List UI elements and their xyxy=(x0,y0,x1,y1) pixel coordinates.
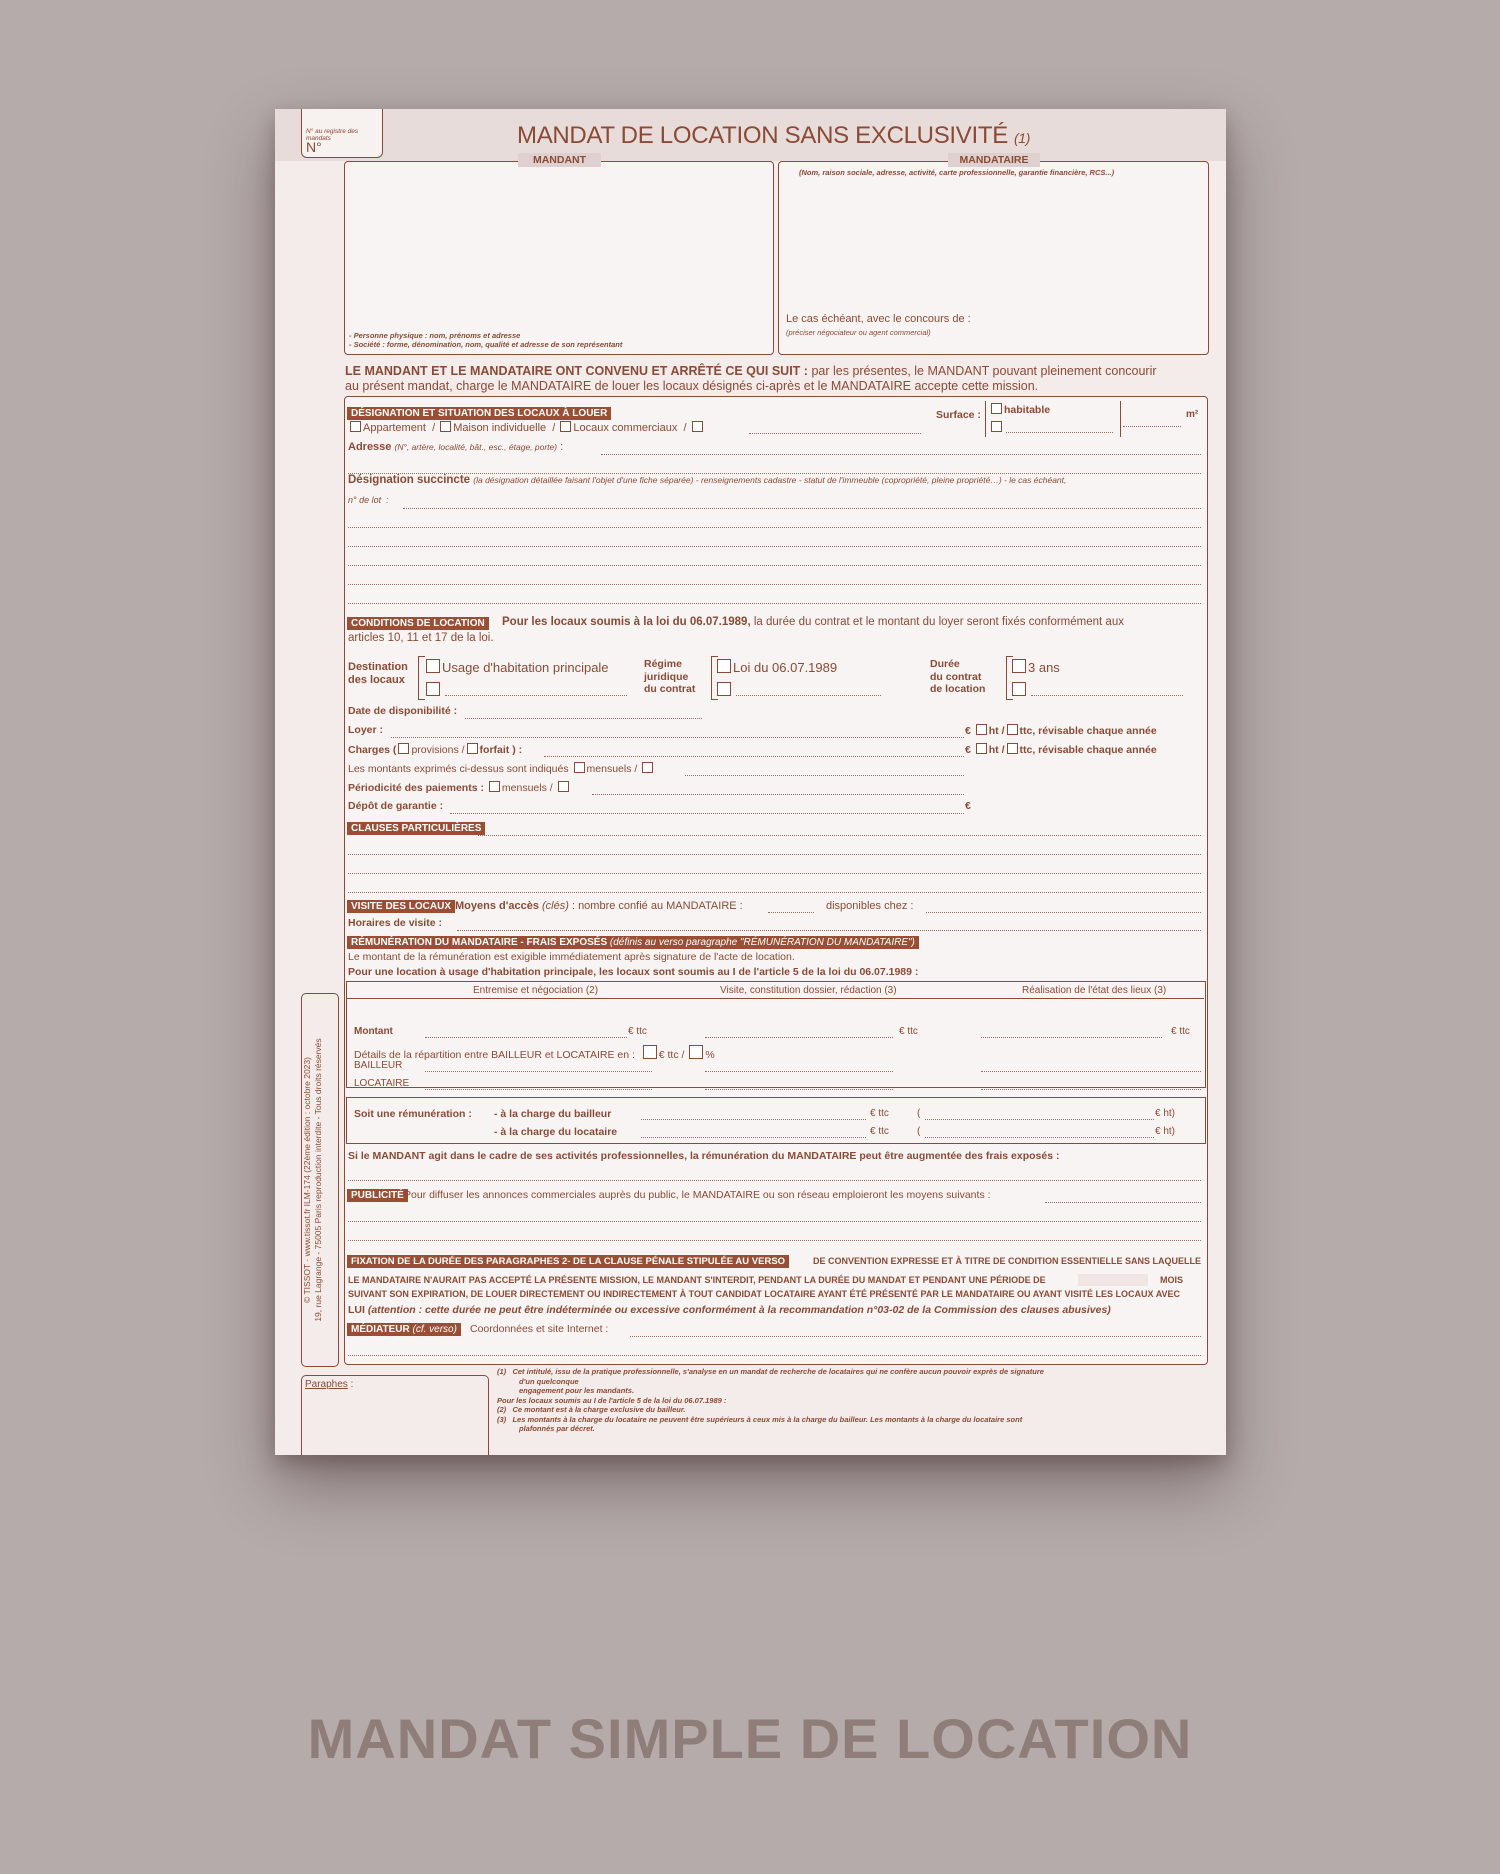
publicite-field-1[interactable] xyxy=(1045,1202,1201,1203)
remuneration-line-2: Pour une location à usage d'habitation principale, les locaux sont soumis au I de l'article 5 de la loi du 06.07.1989 : xyxy=(348,966,919,978)
depot-label: Dépôt de garantie : xyxy=(348,800,444,812)
lot-field[interactable] xyxy=(403,508,1201,509)
clauses-header: CLAUSES PARTICULIÈRES xyxy=(347,822,485,835)
appartement-checkbox[interactable] xyxy=(350,421,361,432)
loyer-field[interactable] xyxy=(391,737,964,738)
montants-row: Les montants exprimés ci-dessus sont indiqués mensuels / xyxy=(348,762,655,775)
other-type-checkbox[interactable] xyxy=(692,421,703,432)
loi-row: Loi du 06.07.1989 xyxy=(715,659,837,675)
table-header-line xyxy=(346,998,1204,999)
montant-etat-unit: € ttc xyxy=(1171,1026,1190,1037)
conditions-header: CONDITIONS DE LOCATION xyxy=(347,617,489,630)
fixation-header: FIXATION DE LA DURÉE DES PARAGRAPHES 2- DE LA CLAUSE PÉNALE STIPULÉE AU VERSO xyxy=(347,1255,789,1268)
duree-other-checkbox[interactable] xyxy=(1012,682,1026,696)
surface-other-field[interactable] xyxy=(1006,432,1113,433)
clauses-line-4[interactable] xyxy=(348,892,1201,893)
mandataire-box[interactable] xyxy=(778,161,1209,355)
frais-label: Si le MANDANT agit dans le cadre de ses activités professionnelles, la rémunération du MANDATAIRE peut être augmentée des frais exposés : xyxy=(348,1150,1060,1162)
regime-other-row xyxy=(715,682,733,698)
soit-label: Soit une rémunération : xyxy=(354,1108,472,1120)
bailleur-etat-field[interactable] xyxy=(981,1071,1201,1072)
designation-line-5[interactable] xyxy=(348,603,1201,604)
locataire-entremise-field[interactable] xyxy=(425,1089,652,1090)
forfait-checkbox[interactable] xyxy=(467,743,478,754)
loyer-ht-checkbox[interactable] xyxy=(976,724,987,735)
surface-other-checkbox[interactable] xyxy=(991,421,1002,432)
footnote-1: (1) Cet intitulé, issu de la pratique professionnelle, s'analyse en un mandat de recherche de locataires qui ne confère aucun pouvoir exprès de signature xyxy=(497,1367,1044,1376)
charges-row: Charges ( provisions / forfait ) : xyxy=(348,744,523,756)
provisions-checkbox[interactable] xyxy=(398,743,409,754)
form-title: MANDAT DE LOCATION SANS EXCLUSIVITÉ (1) xyxy=(517,122,1031,149)
frais-field[interactable] xyxy=(348,1180,1201,1181)
col-etat-lieux: Réalisation de l'état des lieux (3) xyxy=(1022,985,1167,996)
register-number-box[interactable] xyxy=(301,109,383,158)
periodicite-mensuels-checkbox[interactable] xyxy=(489,781,500,792)
charge-locataire-ht-unit: € ht) xyxy=(1155,1126,1176,1137)
usage-row: Usage d'habitation principale xyxy=(424,659,609,675)
mediateur-field-1[interactable] xyxy=(630,1336,1201,1337)
details-pct-checkbox[interactable] xyxy=(689,1045,703,1059)
details-euro-checkbox[interactable] xyxy=(643,1045,657,1059)
charge-locataire-ttc-unit: € ttc xyxy=(870,1126,889,1137)
montant-etat-field[interactable] xyxy=(981,1037,1162,1038)
publicite-text: Pour diffuser les annonces commerciales auprès du public, le MANDATAIRE ou son réseau emploieront les moyens suivants : xyxy=(404,1189,991,1201)
duree-other-field[interactable] xyxy=(1031,695,1183,696)
designation-line-2[interactable] xyxy=(348,546,1201,547)
horaires-field[interactable] xyxy=(457,930,1201,931)
designation-line-3[interactable] xyxy=(348,565,1201,566)
publicite-field-3[interactable] xyxy=(348,1240,1201,1241)
mandataire-label: MANDATAIRE xyxy=(948,153,1040,167)
disponibilite-label: Date de disponibilité : xyxy=(348,705,458,717)
conditions-text-2: articles 10, 11 et 17 de la loi. xyxy=(348,632,494,644)
adresse-row: Adresse (N°, artère, localité, bât., esc., étage, porte) : xyxy=(348,441,564,453)
charge-bailleur-ttc-unit: € ttc xyxy=(870,1108,889,1119)
remuneration-header: RÉMUNÉRATION DU MANDATAIRE - FRAIS EXPOSÉS (définis au verso paragraphe "RÉMUNÉRATION DU MANDATAIRE") xyxy=(347,936,919,949)
periodicite-row: Périodicité des paiements : mensuels / xyxy=(348,781,571,794)
charges-unit-row: € ht / ttc, révisable chaque année xyxy=(965,744,1157,756)
mandant-note-1: - Personne physique : nom, prénoms et adresse xyxy=(349,331,521,340)
footnote-intro: Pour les locaux soumis au I de l'article 5 de la loi du 06.07.1989 : xyxy=(497,1395,727,1405)
charge-bailleur-ttc-field[interactable] xyxy=(641,1119,866,1120)
surface-value-field[interactable] xyxy=(1123,426,1181,427)
main-frame xyxy=(344,396,1208,1365)
mandant-label: MANDANT xyxy=(518,153,601,167)
montant-visite-unit: € ttc xyxy=(899,1026,918,1037)
register-no: N° xyxy=(306,139,322,155)
other-type-field[interactable] xyxy=(749,433,921,434)
montant-entremise-unit: € ttc xyxy=(628,1026,647,1037)
locataire-visite-field[interactable] xyxy=(705,1089,893,1090)
periode-mois-field[interactable] xyxy=(1078,1274,1148,1286)
destination-label: Destination des locaux xyxy=(348,661,408,686)
footnote-2: (2) Ce montant est à la charge exclusive du bailleur. xyxy=(497,1405,686,1414)
maison-checkbox[interactable] xyxy=(440,421,451,432)
agreement-line-2: au présent mandat, charge le MANDATAIRE de louer les locaux désignés ci-après et le MANDATAIRE accepte cette mission. xyxy=(345,379,1039,393)
periodicite-other-field[interactable] xyxy=(592,794,964,795)
fixation-text-1: LE MANDATAIRE N'AURAIT PAS ACCEPTÉ LA PRÉSENTE MISSION, LE MANDANT S'INTERDIT, PENDANT LA DURÉE DU MANDAT ET PENDANT UNE PÉRIODE DE xyxy=(348,1275,1046,1285)
charges-field[interactable] xyxy=(544,756,964,757)
clauses-line-3[interactable] xyxy=(348,873,1201,874)
depot-field[interactable] xyxy=(450,813,964,814)
surface-label: Surface : xyxy=(936,409,981,421)
usage-checkbox[interactable] xyxy=(426,659,440,673)
destination-other-checkbox[interactable] xyxy=(426,682,440,696)
regime-other-field[interactable] xyxy=(736,695,881,696)
regime-other-checkbox[interactable] xyxy=(717,682,731,696)
details-row: Détails de la répartition entre BAILLEUR et LOCATAIRE en : € ttc / % xyxy=(354,1045,715,1061)
charge-locataire-ht-field[interactable] xyxy=(925,1137,1154,1138)
charge-locataire-paren: ( xyxy=(917,1126,921,1137)
concours-label: Le cas échéant, avec le concours de : xyxy=(786,313,971,325)
designation-line-4[interactable] xyxy=(348,584,1201,585)
footnote-3: (3) Les montants à la charge du locataire ne peuvent être supérieurs à ceux mis à la charge du bailleur. Les montants à la charge du locataire sont xyxy=(497,1414,1023,1424)
depot-euro: € xyxy=(965,800,971,812)
charge-bailleur-ht-unit: € ht) xyxy=(1155,1108,1176,1119)
charge-bailleur-ht-field[interactable] xyxy=(925,1119,1154,1120)
mandant-box[interactable] xyxy=(344,161,774,355)
duree-other-row xyxy=(1010,682,1028,698)
disponibles-label: disponibles chez : xyxy=(826,900,914,912)
loi-checkbox[interactable] xyxy=(717,659,731,673)
montant-entremise-field[interactable] xyxy=(425,1037,627,1038)
bailleur-label: BAILLEUR xyxy=(354,1060,403,1071)
locataire-etat-field[interactable] xyxy=(981,1089,1201,1090)
bailleur-entremise-field[interactable] xyxy=(425,1071,652,1072)
charge-bailleur-paren: ( xyxy=(917,1108,921,1119)
footnotes xyxy=(497,1367,1212,1434)
habitable-row: habitable xyxy=(989,403,1050,416)
mandant-note-2: - Société : forme, dénomination, nom, qualité et adresse de son représentant xyxy=(349,340,623,349)
bailleur-visite-field[interactable] xyxy=(705,1071,893,1072)
lot-label: n° de lot : xyxy=(348,495,389,505)
regime-label: Régime juridique du contrat xyxy=(644,658,696,695)
charge-bailleur-label: - à la charge du bailleur xyxy=(494,1108,612,1120)
disponibilite-field[interactable] xyxy=(465,718,702,719)
loyer-unit-row: € ht / ttc, révisable chaque année xyxy=(965,725,1157,737)
imprint-text: © TISSOT · www.tissot.fr ILM-174 (22ème édition : octobre 2023) 19, rue Lagrange - 75005 Paris reproduction interdite - Tous droits réservés xyxy=(302,1038,323,1322)
ans-checkbox[interactable] xyxy=(1012,659,1026,673)
charge-locataire-label: - à la charge du locataire xyxy=(494,1126,618,1138)
mandataire-note: (Nom, raison sociale, adresse, activité, carte professionnelle, garantie financière, RCS...) xyxy=(799,168,1115,177)
product-caption: MANDAT SIMPLE DE LOCATION xyxy=(307,1707,1193,1770)
col-visite: Visite, constitution dossier, rédaction (3) xyxy=(720,985,897,996)
designation-line-1[interactable] xyxy=(348,527,1201,528)
publicite-header: PUBLICITÉ xyxy=(347,1189,408,1202)
remuneration-line-1: Le montant de la rémunération est exigible immédiatement après signature de l'acte de location. xyxy=(348,951,795,963)
montants-other-checkbox[interactable] xyxy=(642,762,653,773)
fixation-text-0: DE CONVENTION EXPRESSE ET À TITRE DE CONDITION ESSENTIELLE SANS LAQUELLE xyxy=(813,1256,1202,1266)
clauses-line-1[interactable] xyxy=(478,835,1201,836)
ans-row: 3 ans xyxy=(1010,659,1060,675)
visite-header: VISITE DES LOCAUX xyxy=(347,900,455,913)
montant-label: Montant xyxy=(354,1026,393,1037)
charges-ht-checkbox[interactable] xyxy=(976,743,987,754)
paraphes-label: Paraphes : xyxy=(305,1379,354,1390)
montant-visite-field[interactable] xyxy=(705,1037,893,1038)
footnote-3-b: plafonnés par décret. xyxy=(519,1424,595,1433)
adresse-field[interactable] xyxy=(601,454,1201,455)
habitable-checkbox[interactable] xyxy=(991,403,1002,414)
loyer-label: Loyer : xyxy=(348,724,384,736)
property-type-row: Appartement / Maison individuelle / Locaux commerciaux / xyxy=(348,421,705,434)
charge-locataire-ttc-field[interactable] xyxy=(641,1137,866,1138)
conditions-text-1: Pour les locaux soumis à la loi du 06.07.1989, la durée du contrat et le montant du loyer seront fixés conformément aux xyxy=(502,616,1124,628)
concours-note: (préciser négociateur ou agent commercial) xyxy=(786,328,931,337)
designation-header: DÉSIGNATION ET SITUATION DES LOCAUX À LOUER xyxy=(347,407,611,420)
montants-mensuels-checkbox[interactable] xyxy=(574,762,585,773)
destination-other-field[interactable] xyxy=(445,695,627,696)
locaux-checkbox[interactable] xyxy=(560,421,571,432)
mediateur-text: Coordonnées et site Internet : xyxy=(470,1323,609,1335)
footnote-1-b: d'un quelconque xyxy=(519,1376,579,1386)
succincte-row: Désignation succincte (la désignation détaillée faisant l'objet d'une fiche séparée) - renseignements cadastre - statut de l'immeuble (copropriété, pleine propriété…) - le cas échéant, xyxy=(348,474,1067,486)
destination-other-row xyxy=(424,682,442,698)
cles-nombre-field[interactable] xyxy=(768,912,814,913)
fixation-mois: MOIS xyxy=(1160,1275,1184,1285)
mediateur-field-2[interactable] xyxy=(348,1355,1201,1356)
form-sheet xyxy=(275,109,1226,1455)
col-entremise: Entremise et négociation (2) xyxy=(473,985,599,996)
surface-other-row xyxy=(989,421,1004,434)
publicite-field-2[interactable] xyxy=(348,1221,1201,1222)
visite-row: Moyens d'accès (clés) : nombre confié au MANDATAIRE : xyxy=(455,900,743,912)
fixation-text-2: SUIVANT SON EXPIRATION, DE LOUER DIRECTEMENT OU INDIRECTEMENT À TOUT CANDIDAT LOCATAIRE AYANT ÉTÉ PRÉSENTÉ PAR LE MANDATAIRE OU AYANT VISITÉ LES LOCAUX AVEC xyxy=(348,1289,1181,1299)
m2-unit: m² xyxy=(1186,409,1199,420)
publisher-imprint xyxy=(301,993,339,1367)
periodicite-other-checkbox[interactable] xyxy=(558,781,569,792)
horaires-label: Horaires de visite : xyxy=(348,917,442,929)
footnote-1-c: engagement pour les mandants. xyxy=(519,1386,635,1395)
clauses-line-2[interactable] xyxy=(348,854,1201,855)
loyer-ttc-checkbox[interactable] xyxy=(1007,724,1018,735)
agreement-line-1: LE MANDANT ET LE MANDATAIRE ONT CONVENU ET ARRÊTÉ CE QUI SUIT : par les présentes, le MANDANT pouvant pleinement concourir xyxy=(345,364,1157,378)
register-label: N° au registre des mandats xyxy=(306,128,359,142)
locataire-label: LOCATAIRE xyxy=(354,1078,410,1089)
fixation-text-3: LUI (attention : cette durée ne peut être indéterminée ou excessive conformément à la recommandation n°03-02 de la Commission des clauses abusives) xyxy=(348,1304,1111,1316)
montants-other-field[interactable] xyxy=(685,775,964,776)
disponibles-field[interactable] xyxy=(926,912,1201,913)
mediateur-header: MÉDIATEUR (cf. verso) xyxy=(347,1323,461,1336)
charges-ttc-checkbox[interactable] xyxy=(1007,743,1018,754)
duree-label: Durée du contrat de location xyxy=(930,658,986,695)
